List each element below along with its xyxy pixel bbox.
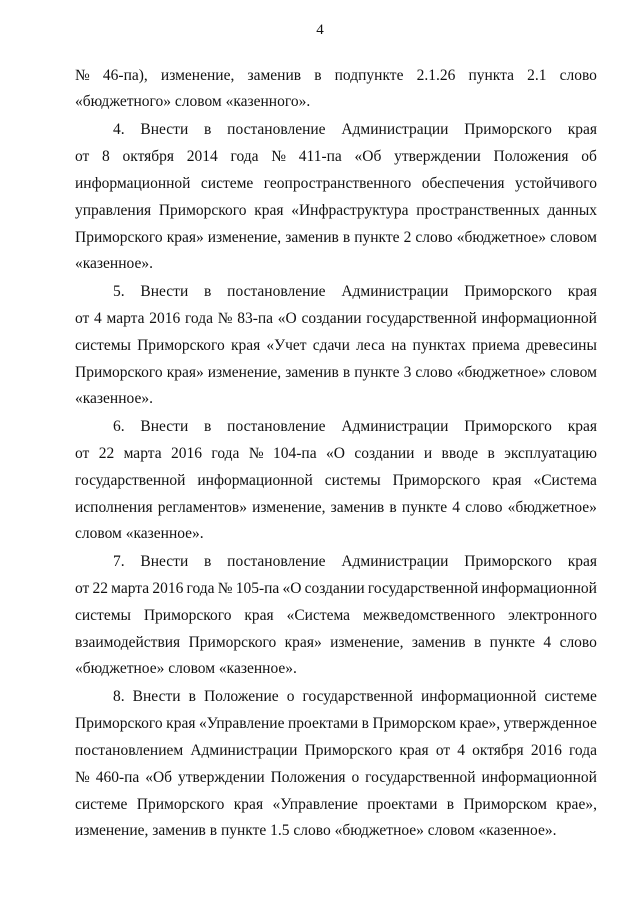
paragraph-line: исполнения регламентов» изменение, заменив в пункте 4 слово «бюджетное» xyxy=(75,499,597,516)
paragraph-line: № 460-па «Об утверждении Положения о государственной информационной xyxy=(75,769,597,786)
paragraph-line: системы Приморского края «Система межведомственного электронного xyxy=(75,607,597,624)
paragraph-line: от 22 марта 2016 года № 105-па «О создании государственной информационной xyxy=(75,580,597,597)
paragraph-line: взаимодействия Приморского края» изменение, заменив в пункте 4 слово xyxy=(75,634,597,651)
paragraph-line: от 22 марта 2016 года № 104-па «О создании и вводе в эксплуатацию xyxy=(75,445,597,462)
paragraph-line: 8. Внести в Положение о государственной информационной системе xyxy=(113,688,597,705)
paragraph-line: информационной системе геопространственного обеспечения устойчивого xyxy=(75,175,597,192)
paragraph-line: системы Приморского края «Учет сдачи леса на пунктах приема древесины xyxy=(75,337,597,354)
paragraph-line: Приморского края» изменение, заменив в пункте 3 слово «бюджетное» словом xyxy=(75,364,597,381)
page-number: 4 xyxy=(316,22,324,38)
paragraph-line: № 46-па), изменение, заменив в подпункте 2.1.26 пункта 2.1 слово xyxy=(75,67,597,84)
paragraph-line: «бюджетного» словом «казенного». xyxy=(75,93,311,110)
paragraph-line: системе Приморского края «Управление проектами в Приморском крае», xyxy=(75,796,597,813)
paragraph-line: «бюджетное» словом «казенное». xyxy=(75,660,297,677)
paragraph-line: изменение, заменив в пункте 1.5 слово «бюджетное» словом «казенное». xyxy=(75,822,557,839)
paragraph-line: Приморского края» изменение, заменив в пункте 2 слово «бюджетное» словом xyxy=(75,229,597,246)
paragraph-line: управления Приморского края «Инфраструктура пространственных данных xyxy=(75,202,597,219)
paragraph-line: 4. Внести в постановление Администрации Приморского края xyxy=(113,121,597,138)
paragraph-line: «казенное». xyxy=(75,390,153,407)
paragraph-line: словом «казенное». xyxy=(75,525,204,542)
paragraph-line: 7. Внести в постановление Администрации Приморского края xyxy=(113,553,597,570)
paragraph-line: Приморского края «Управление проектами в Приморском крае», утвержденное xyxy=(75,715,597,732)
paragraph-line: 5. Внести в постановление Администрации Приморского края xyxy=(113,283,597,300)
paragraph-line: от 4 марта 2016 года № 83-па «О создании государственной информационной xyxy=(75,310,597,327)
paragraph-line: государственной информационной системы Приморского края «Система xyxy=(75,472,597,489)
paragraph-line: «казенное». xyxy=(75,255,153,272)
paragraph-line: постановлением Администрации Приморского края от 4 октября 2016 года xyxy=(75,742,597,759)
paragraph-line: от 8 октября 2014 года № 411-па «Об утверждении Положения об xyxy=(75,148,597,165)
paragraph-line: 6. Внести в постановление Администрации Приморского края xyxy=(113,418,597,435)
